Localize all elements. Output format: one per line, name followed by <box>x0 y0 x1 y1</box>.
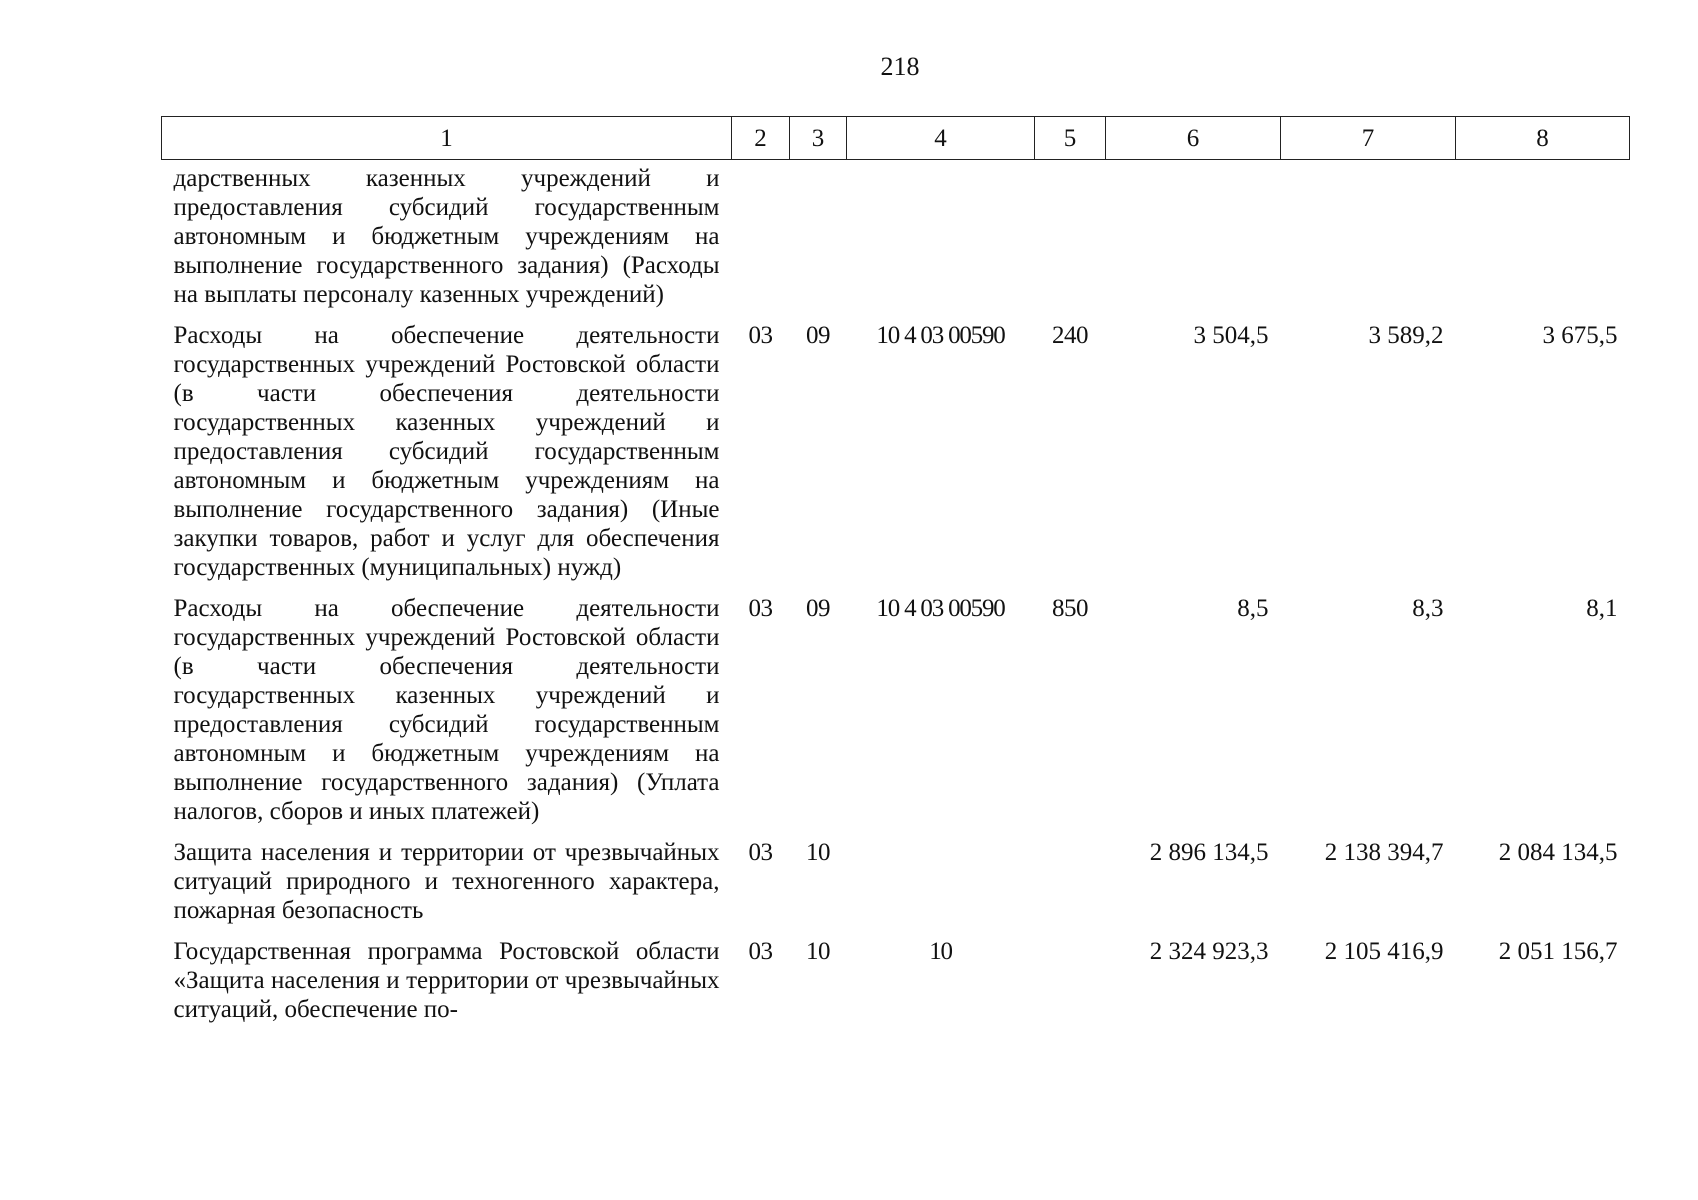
budget-table <box>161 116 1630 1030</box>
row-amount-year1 <box>1106 160 1281 316</box>
row-target-article <box>847 832 1035 931</box>
table-row <box>162 832 1630 931</box>
row-description: Расходы на обеспечение деятельности государственных учреждений Ростовской области (в части обеспечения деятельности государственных казенных учреждений и предоставления субсидий государственным автономным и бюджетным учреждениям на выполнение государственного задания) (Уплата налогов, сборов и иных платежей) <box>173 595 720 825</box>
row-description: Защита населения и территории от чрезвычайных ситуаций природного и техногенного характера, пожарная безопасность <box>173 839 720 924</box>
row-section: 03 <box>748 595 773 622</box>
row-section: 03 <box>748 839 773 866</box>
row-amount-year3 <box>1456 160 1630 316</box>
table-row <box>162 315 1630 588</box>
table-header <box>162 117 1630 160</box>
row-amount-year2: 8,3 <box>1412 595 1444 622</box>
row-subsection <box>790 160 847 316</box>
header-col-3: 3 <box>790 117 847 160</box>
table-row <box>162 160 1630 316</box>
row-description: дарственных казенных учреждений и предоставления субсидий государственным автономным и бюджетным учреждениям на выполнение государственного задания) (Расходы на выплаты персоналу казенных учреждений) <box>173 165 720 308</box>
row-expense-type <box>1035 832 1106 931</box>
header-col-1: 1 <box>162 117 732 160</box>
row-amount-year3: 2 051 156,7 <box>1498 938 1618 965</box>
row-section: 03 <box>748 322 773 349</box>
row-subsection: 10 <box>806 938 830 965</box>
row-amount-year2 <box>1281 160 1456 316</box>
row-expense-type <box>1035 160 1106 316</box>
row-section: 03 <box>748 938 773 965</box>
row-subsection: 10 <box>806 839 830 866</box>
row-amount-year3: 3 675,5 <box>1542 322 1618 349</box>
row-expense-type <box>1035 931 1106 1030</box>
header-col-7: 7 <box>1281 117 1456 160</box>
header-col-8: 8 <box>1456 117 1630 160</box>
header-col-6: 6 <box>1106 117 1281 160</box>
page-number: 218 <box>880 52 920 81</box>
row-section <box>732 160 790 316</box>
row-subsection: 09 <box>806 595 830 622</box>
table-row <box>162 931 1630 1030</box>
row-description: Расходы на обеспечение деятельности государственных учреждений Ростовской области (в части обеспечения деятельности государственных казенных учреждений и предоставления субсидий государственным автономным и бюджетным учреждениям на выполнение государственного задания) (Иные закупки товаров, работ и услуг для обеспечения государственных (муниципальных) нужд) <box>173 322 720 581</box>
row-expense-type: 850 <box>1052 595 1088 622</box>
row-amount-year3: 2 084 134,5 <box>1498 839 1618 866</box>
row-amount-year1: 3 504,5 <box>1193 322 1269 349</box>
row-description: Государственная программа Ростовской области «Защита населения и территории от чрезвычайных ситуаций, обеспечение по- <box>173 938 720 1023</box>
table-row <box>162 588 1630 832</box>
row-amount-year1: 8,5 <box>1237 595 1269 622</box>
header-row <box>162 117 1630 160</box>
header-col-4: 4 <box>847 117 1035 160</box>
row-target-article: 10 <box>929 938 952 965</box>
header-col-2: 2 <box>732 117 790 160</box>
header-col-5: 5 <box>1035 117 1106 160</box>
row-expense-type: 240 <box>1052 322 1088 349</box>
table-body <box>162 160 1630 1031</box>
row-amount-year1: 2 896 134,5 <box>1149 839 1269 866</box>
row-amount-year2: 3 589,2 <box>1368 322 1444 349</box>
row-amount-year2: 2 105 416,9 <box>1324 938 1444 965</box>
row-subsection: 09 <box>806 322 830 349</box>
row-target-article <box>847 160 1035 316</box>
row-amount-year3: 8,1 <box>1586 595 1618 622</box>
row-target-article: 10 4 03 00590 <box>876 322 1005 349</box>
row-target-article: 10 4 03 00590 <box>876 595 1005 622</box>
row-amount-year1: 2 324 923,3 <box>1149 938 1269 965</box>
row-amount-year2: 2 138 394,7 <box>1324 839 1444 866</box>
